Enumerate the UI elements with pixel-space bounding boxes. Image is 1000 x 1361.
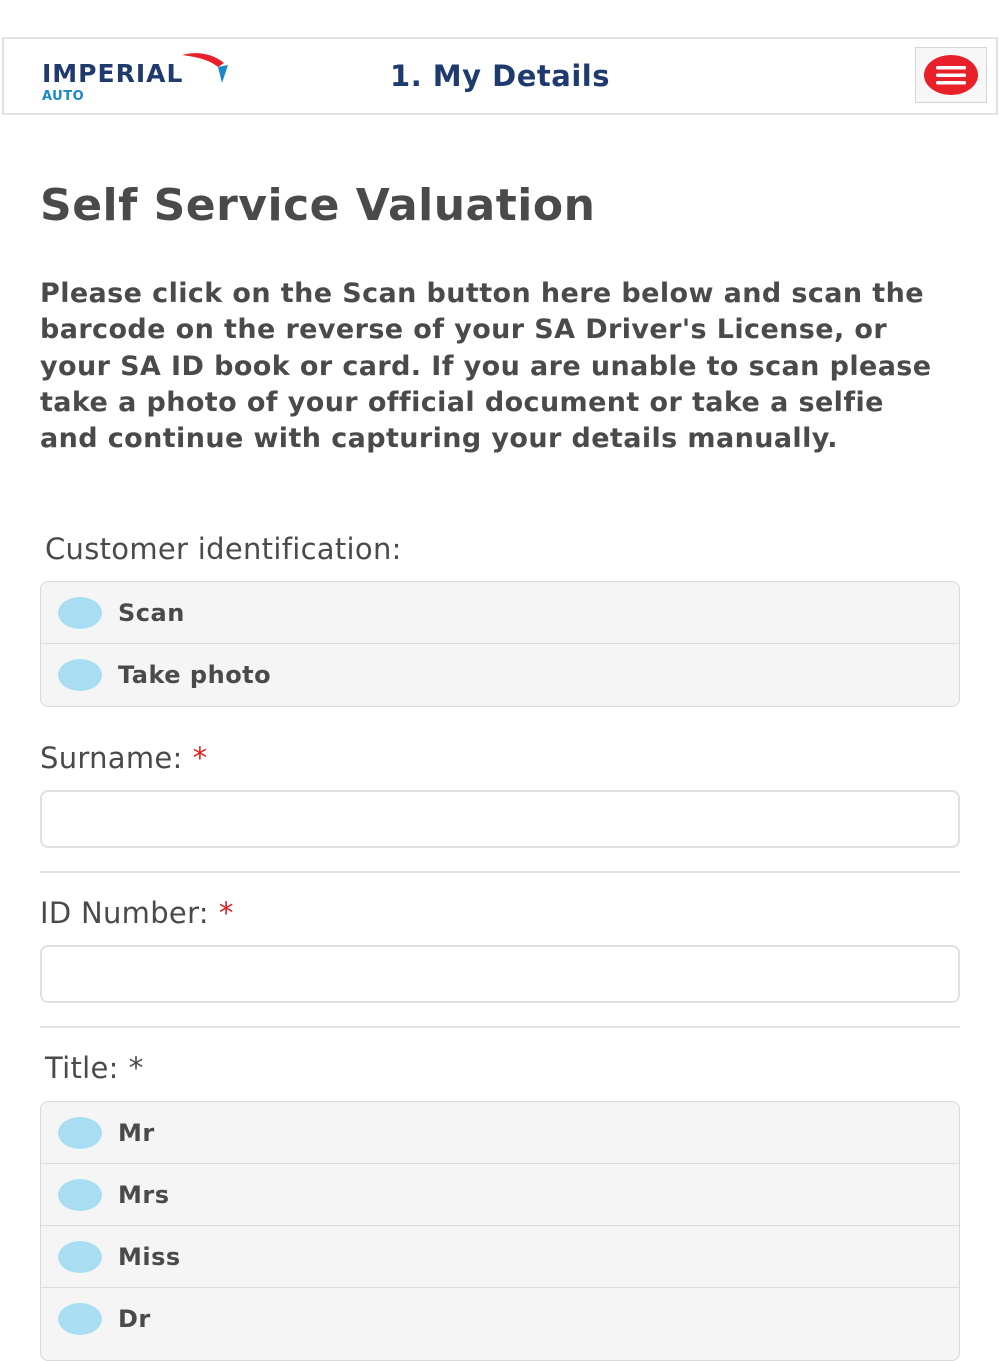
surname-label-text: Surname: xyxy=(40,741,183,775)
surname-label xyxy=(40,741,207,775)
required-mark: * xyxy=(128,1051,144,1085)
logo-text: IMPERIAL xyxy=(42,59,184,88)
radio-label: Dr xyxy=(118,1305,151,1333)
logo-subtext: AUTO xyxy=(42,89,85,104)
radio-label: Mr xyxy=(118,1118,155,1147)
radio-label: Miss xyxy=(118,1242,181,1271)
radio-button-icon[interactable] xyxy=(58,1241,102,1273)
app-header xyxy=(2,37,998,115)
radio-button-icon[interactable] xyxy=(58,1303,102,1335)
radio-option-mrs[interactable] xyxy=(41,1164,959,1226)
radio-button-icon[interactable] xyxy=(58,597,102,629)
page-title: Self Service Valuation xyxy=(40,180,596,231)
customer-identification-radio-group xyxy=(40,581,960,707)
intro-text: Please click on the Scan button here below and scan the barcode on the reverse of your SA Driver's License, or your SA ID book or card. If you are unable to scan please take a photo of your official document or take a selfie and continue with capturing your details manually. xyxy=(40,278,932,455)
radio-button-icon[interactable] xyxy=(58,659,102,691)
menu-button[interactable] xyxy=(915,47,987,103)
radio-option-mr[interactable] xyxy=(41,1102,959,1164)
customer-identification-label: Customer identification: xyxy=(45,532,402,566)
radio-option-miss[interactable] xyxy=(41,1226,959,1288)
radio-option-take-photo[interactable] xyxy=(41,644,959,706)
title-radio-group xyxy=(40,1101,960,1361)
required-mark: * xyxy=(192,741,208,775)
radio-label: Take photo xyxy=(118,661,272,689)
divider xyxy=(40,1026,960,1028)
title-label-text: Title: xyxy=(45,1051,119,1085)
radio-button-icon[interactable] xyxy=(58,1179,102,1211)
surname-input[interactable] xyxy=(40,790,960,848)
id-number-label xyxy=(40,896,234,930)
radio-option-scan[interactable] xyxy=(41,582,959,644)
id-number-input[interactable] xyxy=(40,945,960,1003)
required-mark: * xyxy=(218,896,234,930)
radio-option-dr[interactable] xyxy=(41,1288,959,1350)
page-step-title: 1. My Details xyxy=(390,59,610,93)
divider xyxy=(40,871,960,873)
hamburger-icon xyxy=(923,54,979,96)
radio-button-icon[interactable] xyxy=(58,1117,102,1149)
radio-label: Scan xyxy=(118,598,185,627)
radio-label: Mrs xyxy=(118,1180,170,1209)
title-label xyxy=(45,1051,144,1085)
id-number-label-text: ID Number: xyxy=(40,896,209,930)
